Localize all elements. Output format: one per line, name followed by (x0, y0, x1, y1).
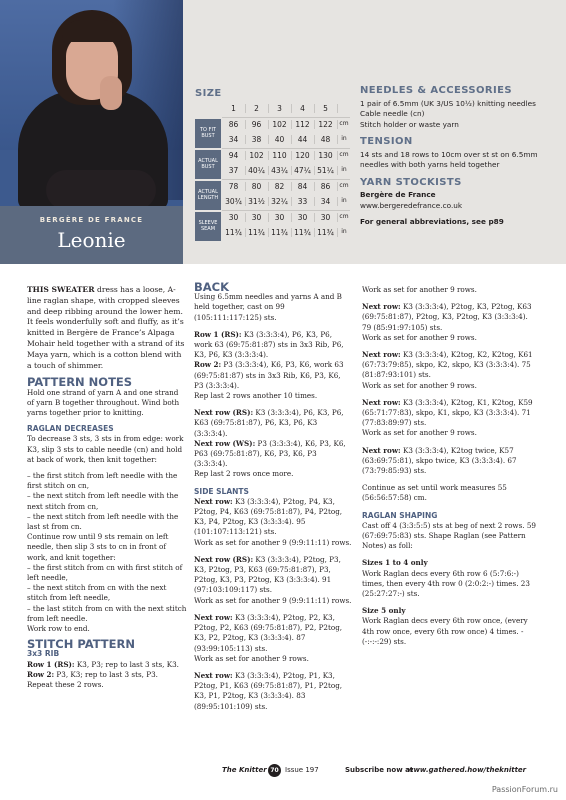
watermark: PassionForum.ru (491, 785, 558, 794)
row-text: K3 (3:3:3:4), K2tog, K2, K2tog, K61 (67:73:79:85), skpo, K2, skpo, K3 (3:3:3:4). 75 (81:87:93:101) sts. (362, 350, 533, 380)
back-title: BACK (194, 280, 230, 294)
size-value: 86 (314, 182, 338, 191)
row-label: Next row: (362, 350, 401, 360)
size-row-label: TO FIT BUST (195, 119, 221, 148)
row-text: K3 (3:3:3:4), P6, K3, P6, work 63 (69:75:81:87) sts in 3x3 Rib, P6, K3, P6, K3 (3:3:3:4). (194, 329, 344, 360)
raglan-end: Work row to end. (27, 624, 90, 634)
size-value: 34 (222, 135, 246, 144)
size-value: 38 (245, 135, 269, 144)
size-5-label: Size 5 only (362, 606, 406, 616)
pattern-title: Leonie (57, 228, 126, 252)
row-text: K3 (3:3:3:4), P2tog, P2, K3, P2tog, P2, K63 (69:75:81:87), P2, P2tog, K3, P2, P2tog, K3 (3:3:3:4). 87 (93:99:105:113) sts. (194, 612, 343, 653)
size-value: 78 (222, 182, 246, 191)
raglan-step: – the first stitch from left needle with the first stitch on cn, (27, 471, 178, 491)
row-divider (222, 117, 350, 118)
stockist-url[interactable]: www.bergeredefrance.co.uk (360, 200, 463, 210)
size-value: 30 (314, 213, 338, 222)
size-value: 30 (222, 213, 246, 222)
size-value: 11¾ (314, 228, 338, 237)
subscribe-url[interactable]: www.gathered.how/theknitter (407, 766, 527, 774)
row-1-label: Row 1 (RS): (27, 659, 75, 669)
size-number: 3 (268, 104, 292, 113)
size-value: 48 (314, 135, 338, 144)
work-as-set: Work as set for another 9 rows. (194, 653, 309, 663)
work-as-set: Work as set for another 9 rows. (362, 380, 477, 390)
raglan-step: – the next stitch from left needle with the last st from cn. (27, 511, 179, 532)
size-value: 31½ (245, 197, 269, 206)
row-text: P3 (3:3:3:4), K6, P3, K6, P63 (69:75:81:87), K6, P3, K6, P3 (3:3:3:4). (194, 438, 346, 469)
raglan-step: – the last stitch from cn with the next stitch from left needle. (27, 603, 187, 623)
row-label: Next row: (362, 445, 401, 455)
back-intro: Using 6.5mm needles and yarns A and B held together, cast on 99 (105:111:117:125) sts. (194, 292, 342, 322)
subscribe-lead: Subscribe now at (345, 766, 414, 774)
needles-line-3: Stitch holder or waste yarn (360, 119, 459, 129)
row-label: Next row: (362, 302, 401, 312)
size-value: 34 (314, 197, 338, 206)
row-2-label: Row 2: (27, 669, 55, 679)
size-title: SIZE (195, 88, 222, 99)
raglan-step: – the next stitch from cn with the next stitch from left needle, (27, 583, 167, 603)
needles-line-1: 1 pair of 6.5mm (UK 3/US 10½) knitting needles (360, 98, 536, 108)
stockist-name: Bergère de France (360, 190, 436, 199)
column-1 (27, 285, 187, 690)
intro-text: dress has a loose, A-line raglan shape, with cropped sleeves and deep ribbing around the lower hem. It feels wonderfully soft and fluffy, as it’s knitted in Bergère de France’s Alpaga Mohair held together with a strand of its Maya yarn, which is a cotton blend with a touch of shimmer. (27, 285, 185, 370)
row-label: Next row: (194, 670, 233, 680)
row-text: P3 (3:3:3:4), K6, P3, K6, work 63 (69:75:81:87) sts in 3x3 Rib, K6, P3, K6, P3 (3:3:3:4). (194, 360, 344, 390)
row-label: Next row (WS): (194, 438, 256, 448)
row-label: Row 1 (RS): (194, 329, 242, 339)
column-2 (194, 282, 352, 712)
size-unit: cm (339, 212, 349, 220)
size-value: 33 (291, 197, 315, 206)
raglan-shaping-title: RAGLAN SHAPING (362, 510, 438, 520)
size-unit: in (341, 166, 347, 173)
repeat-text: Repeat these 2 rows. (27, 680, 104, 690)
size-value: 30¾ (222, 197, 246, 206)
size-number: 4 (291, 104, 315, 113)
size-value: 30 (291, 213, 315, 222)
size-value: 40 (268, 135, 292, 144)
page-footer (0, 763, 566, 781)
raglan-step: – the next stitch from left needle with the next stitch from cn, (27, 491, 179, 511)
size-value: 112 (291, 120, 315, 129)
size-row-label: SLEEVE SEAM (195, 212, 221, 241)
work-as-set: Work as set for another 9 (9:9:11:11) rows. (194, 537, 352, 547)
abbreviations-note: For general abbreviations, see p89 (360, 217, 504, 226)
size-value: 110 (268, 151, 292, 160)
size-value: 96 (245, 120, 269, 129)
size-value: 11¾ (245, 228, 269, 237)
size-number: 1 (222, 104, 246, 113)
size-value: 11¾ (291, 228, 315, 237)
continue-text: Continue as set until work measures 55 (56:56:57:58) cm. (362, 483, 507, 503)
raglan-continue: Continue row until 9 sts remain on left needle, then slip 3 sts to cn in front of work, and knit together: (27, 532, 169, 562)
size-unit: in (341, 135, 347, 142)
row-text: K3 (3:3:3:4), K2tog twice, K57 (63:69:75:81), skpo twice, K3 (3:3:3:4). 67 (73:79:85:93) sts. (362, 445, 517, 476)
size-number: 2 (245, 104, 269, 113)
size-value: 122 (314, 120, 338, 129)
pattern-notes-title: PATTERN NOTES (27, 375, 133, 390)
size-value: 102 (245, 151, 269, 160)
model-legs (46, 170, 156, 210)
size-value: 130 (314, 151, 338, 160)
size-row-label: ACTUAL LENGTH (195, 181, 221, 210)
raglan-decreases-title: RAGLAN DECREASES (27, 424, 114, 434)
row-text: K3 (3:3:3:4), K2tog, K1, K2tog, K59 (65:71:77:83), skpo, K1, skpo, K3 (3:3:3:4). 71 (77:83:89:97) sts. (362, 397, 533, 428)
size-value: 40¼ (245, 166, 269, 175)
side-slants-title: SIDE SLANTS (194, 486, 249, 496)
size-unit: in (341, 228, 347, 235)
raglan-shaping-text: Cast off 4 (3:3:5:5) sts at beg of next 2 rows. 59 (67:69:75:83) sts. Shape Raglan (see Pattern Notes) as foll: (362, 520, 536, 551)
row-divider (222, 179, 350, 180)
repeat-text: Rep last 2 rows another 10 times. (194, 391, 318, 401)
size-number: 5 (314, 104, 338, 113)
model-hand (100, 76, 122, 110)
size-value: 47¼ (291, 166, 315, 175)
size-value: 120 (291, 151, 315, 160)
magazine-name: The Knitter (222, 766, 267, 774)
sizes-1-4-label: Sizes 1 to 4 only (362, 558, 428, 568)
rib-title: 3x3 RIB (27, 649, 60, 659)
size-unit: in (341, 197, 347, 204)
size-value: 30 (245, 213, 269, 222)
row-text: K3 (3:3:3:4), P2tog, P3, K3, P2tog, P3, K63 (69:75:81:87), P3, P2tog, K3, P3, P2tog, K3 (3:3:3:4). 91 (97:103:109:117) sts. (194, 554, 341, 595)
size-value: 86 (222, 120, 246, 129)
row-label: Next row: (362, 397, 401, 407)
size-value: 102 (268, 120, 292, 129)
size-value: 80 (245, 182, 269, 191)
brand-name: BERGÈRE DE FRANCE (39, 216, 144, 224)
work-as-set: Work as set for another 9 rows. (362, 428, 477, 438)
size-value: 82 (268, 182, 292, 191)
size-value: 51¼ (314, 166, 338, 175)
page-number: 70 (268, 764, 281, 777)
row-text: K3 (3:3:3:4), P2tog, P4, K3, P2tog, P4, K63 (69:75:81:87), P4, P2tog, K3, P4, P2tog, K3 (3:3:3:4). 95 (101:107:113:121) sts. (194, 496, 343, 537)
tension-title: TENSION (360, 136, 413, 147)
work-as-set: Work as set for another 9 rows. (362, 332, 477, 342)
notes-column (360, 86, 560, 228)
size-unit: cm (339, 119, 349, 127)
size-unit: cm (339, 150, 349, 158)
pattern-notes-text: Hold one strand of yarn A and one strand of yarn B together throughout. Wind both yarns together prior to knitting. (27, 387, 180, 417)
size-value: 30 (268, 213, 292, 222)
size-value: 37 (222, 166, 246, 175)
row-1-text: K3, P3; rep to last 3 sts, K3. (74, 659, 179, 669)
size-value: 94 (222, 151, 246, 160)
row-label: Next row: (194, 612, 233, 622)
stockists-title: YARN STOCKISTS (360, 176, 462, 188)
size-value: 43¼ (268, 166, 292, 175)
needles-title: NEEDLES & ACCESSORIES (360, 85, 512, 96)
size-value: 11¾ (222, 228, 246, 237)
row-divider (222, 210, 350, 211)
pattern-label (0, 206, 183, 264)
row-label: Row 2: (194, 360, 222, 370)
intro-lead: THIS SWEATER (27, 285, 95, 294)
tension-text: 14 sts and 18 rows to 10cm over st st on 6.5mm needles with both yarns held together (360, 149, 538, 169)
row-text: K3 (3:3:3:4), P2tog, K3, P2tog, K63 (69:75:81:87), P2tog, K3, P2tog, K3 (3:3:3:4). 79 (85:91:97:105) sts. (362, 302, 532, 332)
work-as-set: Work as set for another 9 (9:9:11:11) rows. (194, 595, 352, 605)
needles-line-2: Cable needle (cn) (360, 109, 425, 118)
column-3 (362, 285, 537, 647)
sizes-1-4-text: Work Raglan decs every 6th row 6 (5:7:6:-) times, then every 4th row 0 (2:0:2:-) times. 23 (25:27:27:-) sts. (362, 568, 530, 599)
size-value: 44 (291, 135, 315, 144)
row-2-text: P3, K3; rep to last 3 sts, P3. (54, 669, 158, 679)
row-text: K3 (3:3:3:4), P2tog, P1, K3, P2tog, P1, K63 (69:75:81:87), P1, P2tog, K3, P1, P2tog, K3 (3:3:3:4). 83 (89:95:101:109) sts. (194, 670, 343, 711)
model-fringe (62, 20, 122, 42)
work-as-set: Work as set for another 9 rows. (362, 285, 477, 294)
stitch-pattern-title: STITCH PATTERN (27, 637, 135, 652)
row-label: Next row (RS): (194, 554, 254, 564)
size-row-label: ACTUAL BUST (195, 150, 221, 179)
row-label: Next row: (194, 496, 233, 506)
row-label: Next row (RS): (194, 408, 254, 418)
size-value: 32¼ (268, 197, 292, 206)
size-5-text: Work Raglan decs every 6th row once, (every 4th row once, every 6th row once) 4 times. - (-:-:-:29) sts. (362, 616, 528, 646)
issue-number: Issue 197 (285, 766, 319, 774)
row-text: K3 (3:3:3:4), P6, K3, P6, K63 (69:75:81:87), P6, K3, P6, K3 (3:3:3:4). (194, 408, 344, 438)
size-value: 11¾ (268, 228, 292, 237)
raglan-step: – the first stitch from cn with first stitch of left needle, (27, 562, 183, 583)
row-divider (222, 148, 350, 149)
size-unit: cm (339, 181, 349, 189)
repeat-text: Rep last 2 rows once more. (194, 469, 294, 479)
size-value: 84 (291, 182, 315, 191)
raglan-decreases-text: To decrease 3 sts, 3 sts in from edge: work K3, slip 3 sts to cable needle (cn) and hold at back of work, then knit together: (27, 434, 184, 464)
